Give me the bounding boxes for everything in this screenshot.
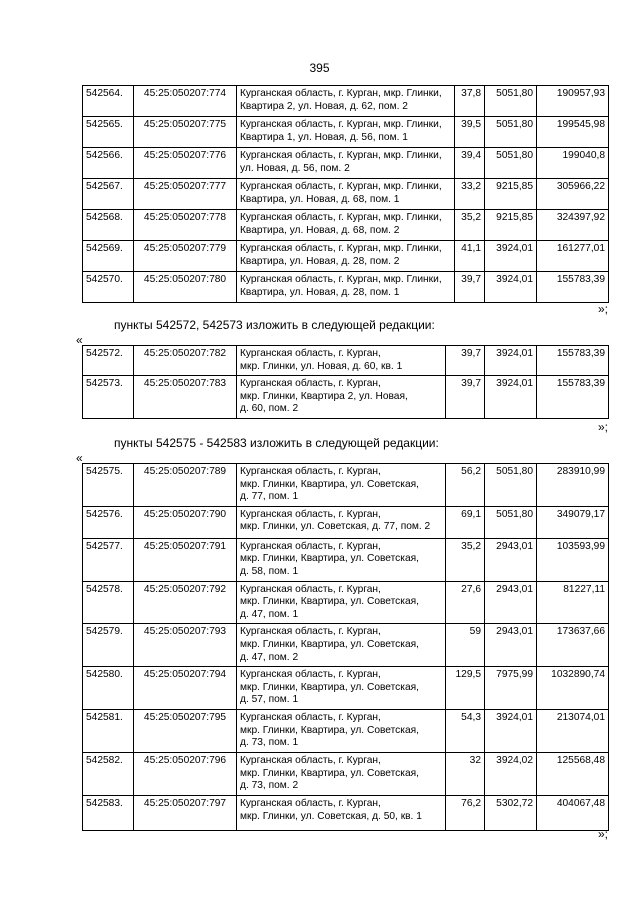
cadastral-value-cell: 155783,39 [537,346,609,376]
address-line: д. 58, пом. 1 [240,565,299,577]
cadastral-value-cell: 213074,01 [537,710,609,753]
cadastral-value-cell: 173637,66 [537,624,609,667]
row-number-cell: 542566. [83,148,134,179]
cadastral-number-cell: 45:25:050207:790 [134,506,237,538]
closing-quote: »; [597,302,608,316]
address-line: мкр. Глинки, Квартира, ул. Советская, [240,553,419,565]
table-row [83,272,609,303]
address-cell [237,538,446,581]
area-cell: 69,1 [446,506,485,538]
address-line: д. 60, пом. 2 [240,403,299,415]
address-line: Квартира, ул. Новая, д. 68, пом. 1 [240,193,400,205]
address-line: д. 47, пом. 2 [240,651,299,663]
table-row [83,148,609,179]
address-line: Курганская область, г. Курган, мкр. Глинки, [240,119,442,130]
area-cell: 39,7 [446,376,485,419]
row-number-cell: 542581. [83,710,134,753]
area-cell: 37,8 [455,86,485,117]
cadastral-number-cell: 45:25:050207:783 [134,376,237,419]
address-line: д. 77, пом. 1 [240,491,299,503]
address-cell [237,86,455,117]
cadastral-number-cell: 45:25:050207:795 [134,710,237,753]
address-cell [237,710,446,753]
area-cell: 129,5 [446,667,485,710]
address-line: д. 73, пом. 1 [240,737,299,749]
cadastral-value-cell: 1032890,74 [537,667,609,710]
address-cell [237,272,455,303]
address-line: Курганская область, г. Курган, [240,466,381,477]
cadastral-value-cell: 199545,98 [537,117,609,148]
cadastral-number-cell: 45:25:050207:793 [134,624,237,667]
table-row [83,464,609,507]
cadastral-number-cell: 45:25:050207:794 [134,667,237,710]
area-cell: 56,2 [446,464,485,507]
table-row [83,753,609,796]
rate-cell: 3924,01 [485,376,537,419]
row-number-cell: 542569. [83,241,134,272]
row-number-cell: 542578. [83,581,134,624]
cadastral-value-cell: 305966,22 [537,179,609,210]
rate-cell: 5051,80 [485,464,537,507]
cadastral-value-cell: 349079,17 [537,506,609,538]
area-cell: 27,6 [446,581,485,624]
address-line: Курганская область, г. Курган, [240,755,381,767]
address-cell [237,581,446,624]
address-line: ул. Новая, д. 56, пом. 2 [240,162,350,174]
closing-quote: »; [597,420,608,434]
cadastral-number-cell: 45:25:050207:778 [134,210,237,241]
address-line: Курганская область, г. Курган, [240,508,381,520]
address-line: Квартира 1, ул. Новая, д. 56, пом. 1 [240,131,408,143]
row-number-cell: 542565. [83,117,134,148]
cadastral-number-cell: 45:25:050207:777 [134,179,237,210]
address-cell [237,376,446,419]
address-line: Квартира 2, ул. Новая, д. 62, пом. 2 [240,100,408,112]
address-cell [237,241,455,272]
rate-cell: 5051,80 [485,506,537,538]
address-line: д. 73, пом. 2 [240,780,299,792]
address-line: мкр. Глинки, ул. Советская, д. 77, пом. 2 [240,521,431,533]
table-row [83,86,609,117]
address-cell [237,346,446,376]
address-line: мкр. Глинки, Квартира, ул. Советская, [240,767,419,779]
table-row [83,506,609,538]
cadastral-number-cell: 45:25:050207:780 [134,272,237,303]
cadastral-value-cell: 404067,48 [537,796,609,831]
address-cell [237,179,455,210]
area-cell: 39,5 [455,117,485,148]
area-cell: 39,7 [455,272,485,303]
rate-cell: 2943,01 [485,624,537,667]
rate-cell: 3924,01 [485,346,537,376]
address-line: мкр. Глинки, ул. Новая, д. 60, кв. 1 [240,360,403,372]
area-cell: 39,7 [446,346,485,376]
area-cell: 41,1 [455,241,485,272]
address-line: Курганская область, г. Курган, мкр. Глинки, [240,212,442,223]
cadastral-number-cell: 45:25:050207:791 [134,538,237,581]
address-line: Курганская область, г. Курган, [240,378,381,390]
address-line: мкр. Глинки, Квартира, ул. Советская, [240,638,419,650]
cadastral-number-cell: 45:25:050207:775 [134,117,237,148]
amendment-paragraph-2: пункты 542575 - 542583 изложить в следующей редакции: [114,436,439,450]
address-line: мкр. Глинки, Квартира, ул. Советская, [240,724,419,736]
rate-cell: 7975,99 [485,667,537,710]
rate-cell: 5302,72 [485,796,537,831]
row-number-cell: 542579. [83,624,134,667]
address-line: Курганская область, г. Курган, мкр. Глинки, [240,88,442,99]
rate-cell: 3924,01 [485,710,537,753]
address-line: Курганская область, г. Курган, [240,540,381,552]
row-number-cell: 542570. [83,272,134,303]
row-number-cell: 542575. [83,464,134,507]
page-number: 395 [309,61,330,75]
rate-cell: 3924,02 [485,753,537,796]
rate-cell: 5051,80 [485,86,537,117]
address-line: Курганская область, г. Курган, [240,348,381,359]
cadastral-number-cell: 45:25:050207:782 [134,346,237,376]
cadastral-value-cell: 155783,39 [537,376,609,419]
address-cell [237,506,446,538]
address-line: Курганская область, г. Курган, [240,669,381,681]
address-line: Курганская область, г. Курган, мкр. Глинки, [240,181,442,192]
table-row [83,538,609,581]
address-line: мкр. Глинки, Квартира, ул. Советская, [240,681,419,693]
table-row [83,710,609,753]
rate-cell: 5051,80 [485,148,537,179]
row-number-cell: 542564. [83,86,134,117]
area-cell: 39,4 [455,148,485,179]
address-line: Курганская область, г. Курган, мкр. Глинки, [240,243,442,254]
address-line: Курганская область, г. Курган, [240,712,381,724]
address-line: Курганская область, г. Курган, мкр. Глинки, [240,274,442,285]
table-row [83,624,609,667]
address-line: Квартира, ул. Новая, д. 68, пом. 2 [240,224,400,236]
address-cell [237,667,446,710]
row-number-cell: 542580. [83,667,134,710]
cadastral-value-cell: 283910,99 [537,464,609,507]
address-line: Курганская область, г. Курган, [240,626,381,638]
table-3 [82,463,609,831]
row-number-cell: 542582. [83,753,134,796]
row-number-cell: 542583. [83,796,134,831]
area-cell: 33,2 [455,179,485,210]
address-line: Квартира, ул. Новая, д. 28, пом. 1 [240,286,400,298]
cadastral-number-cell: 45:25:050207:779 [134,241,237,272]
table-row [83,346,609,376]
table-row [83,210,609,241]
cadastral-number-cell: 45:25:050207:796 [134,753,237,796]
rate-cell: 3924,01 [485,272,537,303]
address-line: Квартира, ул. Новая, д. 28, пом. 2 [240,255,400,267]
area-cell: 54,3 [446,710,485,753]
rate-cell: 2943,01 [485,538,537,581]
address-cell [237,148,455,179]
area-cell: 35,2 [446,538,485,581]
cadastral-value-cell: 81227,11 [537,581,609,624]
address-cell [237,210,455,241]
row-number-cell: 542572. [83,346,134,376]
address-line: Курганская область, г. Курган, [240,583,381,595]
area-cell: 59 [446,624,485,667]
address-line: Курганская область, г. Курган, [240,798,381,810]
cadastral-number-cell: 45:25:050207:789 [134,464,237,507]
address-line: мкр. Глинки, Квартира, ул. Советская, [240,596,419,608]
area-cell: 32 [446,753,485,796]
cadastral-value-cell: 103593,99 [537,538,609,581]
address-cell [237,117,455,148]
cadastral-value-cell: 161277,01 [537,241,609,272]
cadastral-value-cell: 199040,8 [537,148,609,179]
address-line: д. 47, пом. 1 [240,608,299,620]
table-row [83,796,609,831]
table-row [83,179,609,210]
address-line: Курганская область, г. Курган, мкр. Глинки, [240,150,442,161]
cadastral-value-cell: 324397,92 [537,210,609,241]
address-cell [237,753,446,796]
table-1 [82,85,609,303]
address-cell [237,624,446,667]
address-cell [237,464,446,507]
address-cell [237,796,446,831]
rate-cell: 9215,85 [485,179,537,210]
address-line: мкр. Глинки, ул. Советская, д. 50, кв. 1 [240,810,422,822]
opening-quote: « [76,333,83,347]
row-number-cell: 542568. [83,210,134,241]
rate-cell: 5051,80 [485,117,537,148]
cadastral-number-cell: 45:25:050207:776 [134,148,237,179]
address-line: мкр. Глинки, Квартира 2, ул. Новая, [240,390,408,402]
rate-cell: 3924,01 [485,241,537,272]
cadastral-number-cell: 45:25:050207:797 [134,796,237,831]
address-line: мкр. Глинки, Квартира, ул. Советская, [240,478,419,490]
row-number-cell: 542573. [83,376,134,419]
cadastral-value-cell: 155783,39 [537,272,609,303]
table-2 [82,345,609,419]
rate-cell: 2943,01 [485,581,537,624]
table-row [83,241,609,272]
cadastral-number-cell: 45:25:050207:792 [134,581,237,624]
row-number-cell: 542567. [83,179,134,210]
cadastral-value-cell: 190957,93 [537,86,609,117]
amendment-paragraph-1: пункты 542572, 542573 изложить в следующей редакции: [114,318,435,332]
table-row [83,376,609,419]
rate-cell: 9215,85 [485,210,537,241]
row-number-cell: 542576. [83,506,134,538]
row-number-cell: 542577. [83,538,134,581]
cadastral-number-cell: 45:25:050207:774 [134,86,237,117]
table-row [83,581,609,624]
opening-quote: « [76,451,83,465]
area-cell: 76,2 [446,796,485,831]
closing-quote: »; [597,827,608,841]
cadastral-value-cell: 125568,48 [537,753,609,796]
table-row [83,667,609,710]
area-cell: 35,2 [455,210,485,241]
address-line: д. 57, пом. 1 [240,694,299,706]
table-row [83,117,609,148]
